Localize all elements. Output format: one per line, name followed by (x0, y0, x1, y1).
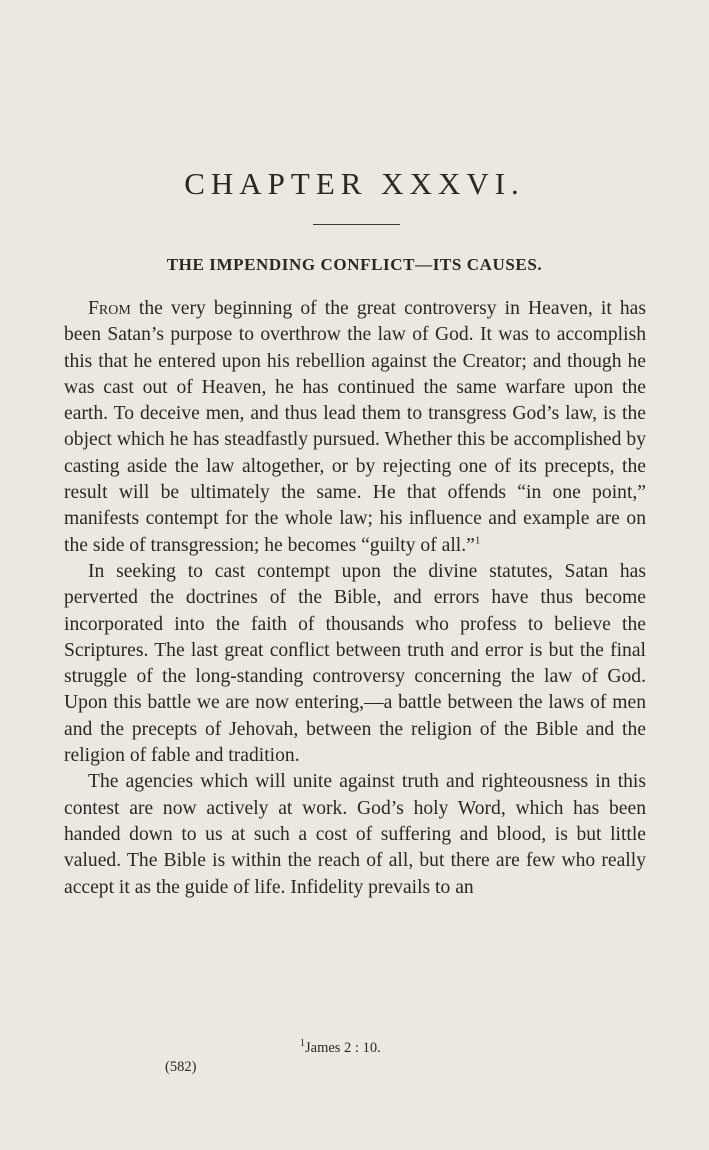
paragraph-lead-word: From (88, 298, 131, 319)
footnote-marker: 1 (300, 1038, 305, 1050)
paragraph-1 (64, 296, 646, 559)
page-number: (582) (165, 1059, 197, 1075)
footnote-reference: 1 (474, 534, 481, 547)
chapter-body (64, 296, 646, 901)
footnote-text: James 2 : 10. (305, 1040, 381, 1056)
paragraph-1-text: the very beginning of the great controversy in Heaven, it has been Satan’s purpose to overthrow the law of God. It was to accomplish this that he entered upon his rebellion against the Creator; and though he was cast out of Heaven, he has continued the same warfare upon the earth. To deceive men, and thus lead them to transgress God’s law, is the object which he has steadfastly pursued. Whether this be accomplished by casting aside the law altogether, or by rejecting one of its precepts, the result will be ultimately the same. He that offends “in one point,” manifests contempt for the whole law; his influence and example are on the side of transgression; he becomes “guilty of all.” (64, 298, 646, 556)
paragraph-3: The agencies which will unite against truth and righteousness in this contest are now actively at work. God’s holy Word, which has been handed down to us at such a cost of suffering and blood, is but little valued. The Bible is within the reach of all, but there are few who really accept it as the guide of life. Infidelity prevails to an (64, 771, 646, 898)
chapter-subtitle: THE IMPENDING CONFLICT—ITS CAUSES. (166, 255, 543, 274)
paragraph-2: In seeking to cast contempt upon the divine statutes, Satan has perverted the doctrines of the Bible, and errors have thus become incorporated into the faith of thousands who profess to believe the Scriptures. The last great conflict between truth and error is but the final struggle of the long-standing controversy concerning the law of God. Upon this battle we are now entering,—a battle between the laws of men and the precepts of Jehovah, between the religion of the Bible and the religion of fable and tradition. (64, 560, 646, 767)
footnote (300, 1039, 381, 1057)
title-divider (313, 224, 400, 225)
chapter-title: CHAPTER XXXVI. (184, 166, 525, 201)
